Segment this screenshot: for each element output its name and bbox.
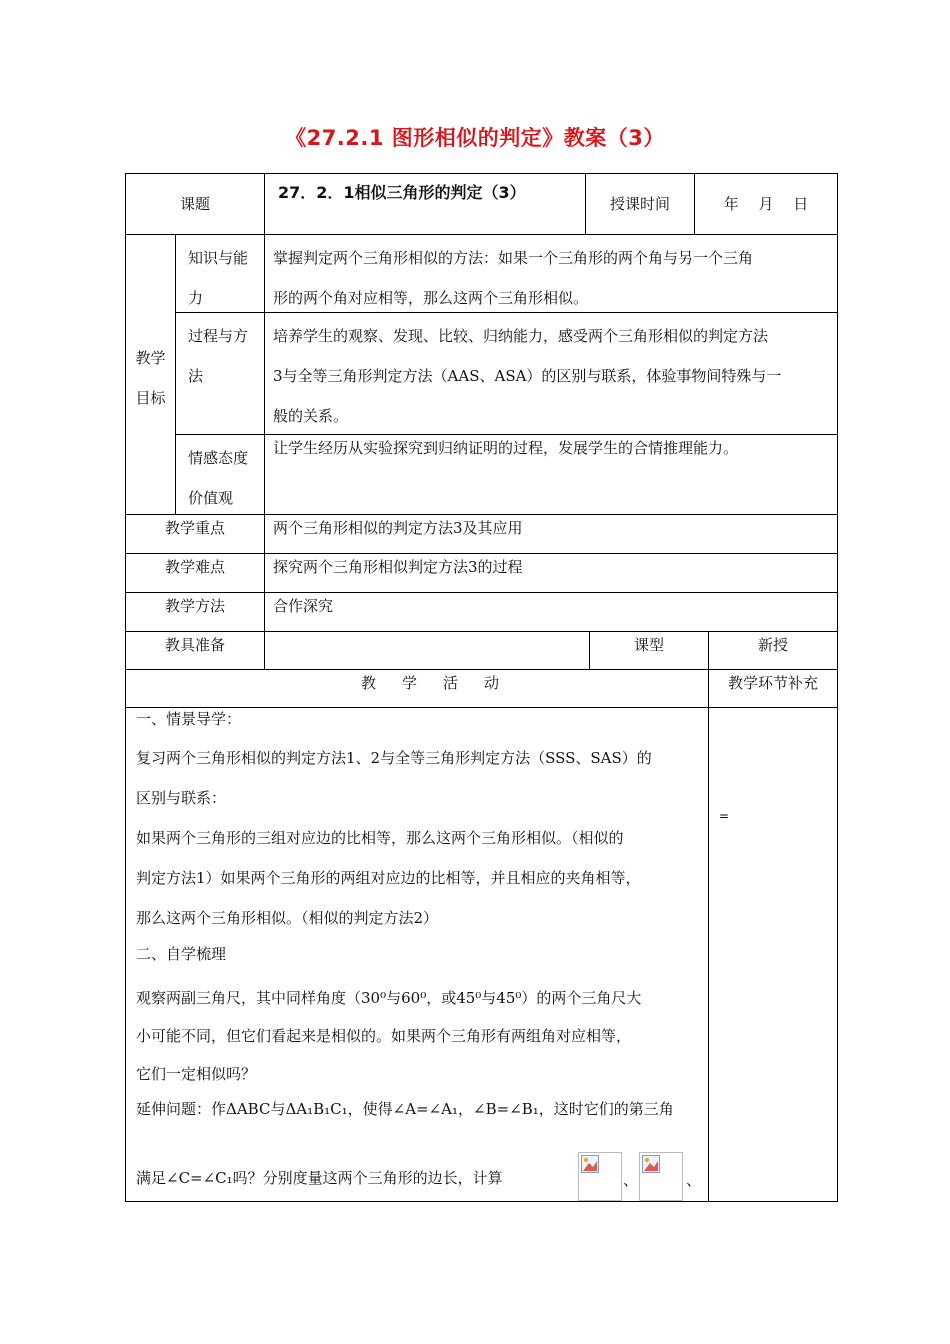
- table-line: [125, 669, 838, 670]
- objective-label-line: 情感态度: [188, 449, 249, 467]
- text-line: 它们一定相似吗？: [136, 1065, 257, 1083]
- document-title: 《27.2.1 图形相似的判定》教案（3）: [285, 126, 665, 150]
- formula-image-placeholder: [578, 1152, 622, 1201]
- table-line: [125, 234, 838, 235]
- objective-label-line: 知识与能: [188, 249, 249, 267]
- text-line: 那么这两个三角形相似。（相似的判定方法2）: [136, 909, 439, 927]
- table-line: [264, 173, 265, 670]
- difficulty-label: 教学难点: [164, 558, 225, 576]
- text-line: 观察两副三角尺，其中同样角度（30⁰与60⁰，或45⁰与45⁰）的两个三角尺大: [136, 989, 642, 1007]
- text-line: 掌握判定两个三角形相似的方法：如果一个三角形的两个角与另一个三角: [273, 249, 754, 267]
- objective-label-knowledge: [188, 238, 264, 318]
- objective-text-process: [273, 316, 835, 436]
- method-label: 教学方法: [164, 597, 225, 615]
- key-point-value: 两个三角形相似的判定方法3及其应用: [273, 519, 523, 537]
- objective-label-line: 价值观: [188, 489, 234, 507]
- time-label: 授课时间: [609, 195, 670, 213]
- formula-image-placeholder: [639, 1152, 683, 1201]
- side-mark: =: [719, 809, 730, 823]
- text-line: 区别与联系：: [136, 789, 227, 807]
- section2-title: 二、自学梳理: [136, 945, 227, 963]
- text-line: 复习两个三角形相似的判定方法1、2与全等三角形判定方法（SSS、SAS）的: [136, 749, 652, 767]
- text-line: 让学生经历从实验探究到归纳证明的过程，发展学生的合情推理能力。: [273, 439, 739, 457]
- section1-body: [136, 738, 704, 938]
- topic-label: 课题: [179, 195, 210, 213]
- method-value: 合作深究: [273, 597, 334, 615]
- lesson-type-value: 新授: [757, 636, 788, 654]
- objective-label-line: 力: [188, 289, 204, 307]
- objective-label-line: 法: [188, 367, 204, 385]
- objectives-label-line: 目标: [135, 389, 166, 407]
- tools-label: 教具准备: [164, 636, 225, 654]
- extend-question: 延伸问题：作ΔABC与ΔA₁B₁C₁，使得∠A=∠A₁，∠B=∠B₁，这时它们的第三角: [136, 1100, 674, 1118]
- text-line: 形的两个角对应相等，那么这两个三角形相似。: [273, 289, 589, 307]
- topic-value: 27．2．1相似三角形的判定（3）: [278, 183, 526, 202]
- difficulty-value: 探究两个三角形相似判定方法3的过程: [273, 558, 523, 576]
- section2-body: [136, 979, 704, 1093]
- table-line: [125, 707, 838, 708]
- separator: 、: [623, 1171, 639, 1189]
- text-line: 小可能不同，但它们看起来是相似的。如果两个三角形有两组角对应相等，: [136, 1027, 632, 1045]
- text-line: 如果两个三角形的三组对应边的比相等，那么这两个三角形相似。（相似的: [136, 829, 624, 847]
- text-line: 培养学生的观察、发现、比较、归纳能力，感受两个三角形相似的判定方法: [273, 327, 769, 345]
- text-line: 3与全等三角形判定方法（AAS、ASA）的区别与联系，体验事物间特殊与一: [273, 367, 782, 385]
- table-line: [837, 173, 838, 1202]
- objectives-label-line: 教学: [135, 349, 166, 367]
- broken-image-icon: [642, 1155, 660, 1173]
- table-line: [708, 631, 709, 1202]
- objective-label-process: [188, 316, 264, 396]
- table-line: [125, 173, 838, 174]
- activity-header: 教学活动: [360, 674, 525, 692]
- table-line: [125, 592, 838, 593]
- table-line: [125, 173, 126, 1202]
- text-line: 判定方法1）如果两个三角形的两组对应边的比相等，并且相应的夹角相等，: [136, 869, 641, 887]
- broken-image-icon: [581, 1155, 599, 1173]
- supplement-header: 教学环节补充: [727, 674, 818, 692]
- table-line: [125, 1201, 838, 1202]
- last-line-text: 满足∠C=∠C₁吗？分别度量这两个三角形的边长，计算: [136, 1169, 503, 1187]
- lesson-type-label: 课型: [633, 636, 664, 654]
- table-line: [175, 234, 176, 515]
- section1-title: 一、情景导学：: [136, 710, 242, 728]
- objective-text-knowledge: [273, 238, 835, 318]
- date-value: 年 月 日: [723, 195, 809, 213]
- objectives-label: [126, 338, 175, 418]
- objective-text-emotion: [273, 438, 835, 458]
- key-point-label: 教学重点: [164, 519, 225, 537]
- table-line: [125, 631, 838, 632]
- objective-label-emotion: [188, 438, 264, 518]
- objective-label-line: 过程与方: [188, 327, 249, 345]
- text-line: 般的关系。: [273, 407, 349, 425]
- table-line: [125, 553, 838, 554]
- separator: 、: [686, 1171, 702, 1189]
